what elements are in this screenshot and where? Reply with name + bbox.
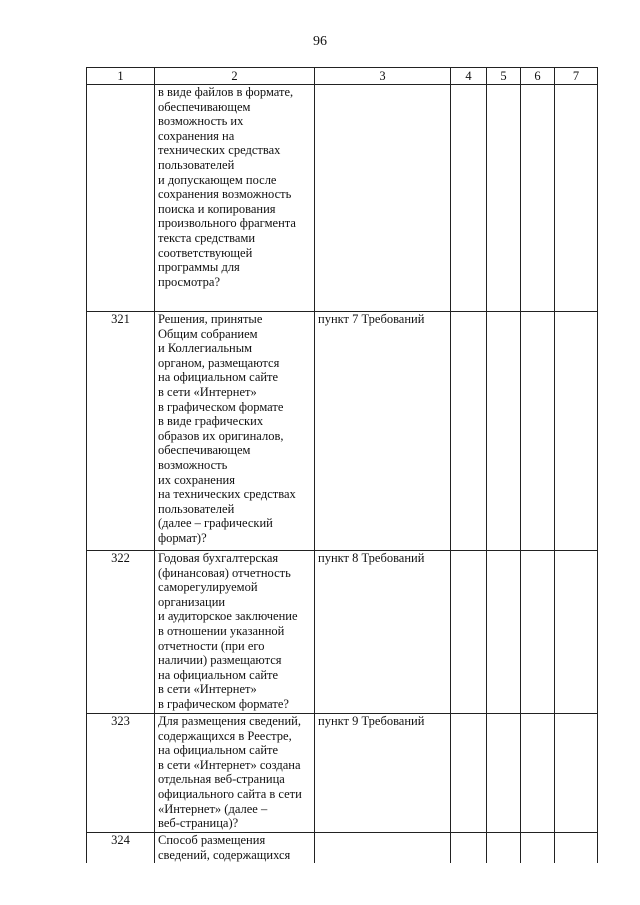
answer-cell-col-6 xyxy=(521,714,555,833)
answer-cell-col-6 xyxy=(521,85,555,312)
requirement-text-line: просмотра? xyxy=(158,274,221,289)
requirement-text xyxy=(155,714,315,833)
requirement-text-line: возможность xyxy=(158,457,228,472)
requirement-reference: пункт 9 Требований xyxy=(315,714,451,833)
requirement-text-line: и аудиторское заключение xyxy=(158,609,298,624)
answer-cell-col-7 xyxy=(555,551,598,714)
requirement-text-line: и Коллегиальным xyxy=(158,341,253,356)
requirement-text-line: программы для xyxy=(158,260,240,275)
requirement-text-line: в виде графических xyxy=(158,414,264,429)
requirement-text-line: произвольного фрагмента xyxy=(158,216,296,231)
requirement-text-line: технических средствах xyxy=(158,143,281,158)
requirements-table xyxy=(86,67,598,863)
requirement-text-line: образов их оригиналов, xyxy=(158,428,284,443)
answer-cell-col-4 xyxy=(451,312,487,551)
requirement-text-line: на технических средствах xyxy=(158,487,296,502)
requirement-text-line: Общим собранием xyxy=(158,326,258,341)
answer-cell-col-7 xyxy=(555,312,598,551)
requirement-text-line: содержащихся в Реестре, xyxy=(158,728,292,743)
requirement-text-line: «Интернет» (далее – xyxy=(158,801,268,816)
requirement-text xyxy=(155,312,315,551)
requirement-text-line: в графическом формате xyxy=(158,399,284,414)
answer-cell-col-5 xyxy=(487,312,521,551)
requirement-text-line: веб-страница)? xyxy=(158,816,239,831)
column-header-2: 2 xyxy=(155,68,315,85)
requirement-text-line: в отношении указанной xyxy=(158,623,285,638)
requirement-text-line: на официальном сайте xyxy=(158,667,279,682)
column-header-4: 4 xyxy=(451,68,487,85)
column-header-6: 6 xyxy=(521,68,555,85)
requirement-text xyxy=(155,833,315,864)
requirement-reference xyxy=(315,833,451,864)
row-number xyxy=(87,85,155,312)
answer-cell-col-5 xyxy=(487,833,521,864)
requirement-text-line: саморегулируемой xyxy=(158,580,258,595)
page-number: 96 xyxy=(313,34,327,49)
table-row xyxy=(87,833,598,864)
row-number: 322 xyxy=(87,551,155,714)
answer-cell-col-4 xyxy=(451,714,487,833)
answer-cell-col-5 xyxy=(487,85,521,312)
answer-cell-col-6 xyxy=(521,833,555,864)
answer-cell-col-6 xyxy=(521,551,555,714)
answer-cell-col-7 xyxy=(555,833,598,864)
requirement-reference: пункт 8 Требований xyxy=(315,551,451,714)
requirement-text-line: поиска и копирования xyxy=(158,201,276,216)
requirement-text-line: пользователей xyxy=(158,157,235,172)
requirement-text-line: в графическом формате? xyxy=(158,696,289,711)
table-row xyxy=(87,312,598,551)
row-number: 324 xyxy=(87,833,155,864)
answer-cell-col-4 xyxy=(451,551,487,714)
table-row xyxy=(87,85,598,312)
requirement-text-line: отдельная веб-страница xyxy=(158,772,285,787)
row-number: 323 xyxy=(87,714,155,833)
column-header-5: 5 xyxy=(487,68,521,85)
requirement-text-line: сохранения на xyxy=(158,128,235,143)
table-row xyxy=(87,714,598,833)
requirement-text-line: обеспечивающем xyxy=(158,99,251,114)
requirement-text-line: Решения, принятые xyxy=(158,312,263,326)
answer-cell-col-4 xyxy=(451,833,487,864)
requirement-text-line: на официальном сайте xyxy=(158,743,279,758)
answer-cell-col-5 xyxy=(487,551,521,714)
table-row xyxy=(87,551,598,714)
answer-cell-col-6 xyxy=(521,312,555,551)
answer-cell-col-7 xyxy=(555,85,598,312)
requirement-text-line: сведений, содержащихся xyxy=(158,847,291,862)
requirement-reference: пункт 7 Требований xyxy=(315,312,451,551)
requirement-text-line: сохранения возможность xyxy=(158,187,292,202)
row-number: 321 xyxy=(87,312,155,551)
requirement-reference xyxy=(315,85,451,312)
requirement-text-line: Для размещения сведений, xyxy=(158,714,301,728)
requirement-text-line: Способ размещения xyxy=(158,833,266,847)
requirement-text-line: в сети «Интернет» xyxy=(158,682,257,697)
requirement-text-line: официального сайта в сети xyxy=(158,786,302,801)
requirement-text-line: их сохранения xyxy=(158,472,235,487)
requirement-text-line: (далее – графический xyxy=(158,516,273,531)
column-header-1: 1 xyxy=(87,68,155,85)
requirement-text-line: обеспечивающем xyxy=(158,443,251,458)
requirement-text-line: организации xyxy=(158,594,226,609)
requirement-text-line: на официальном сайте xyxy=(158,370,279,385)
requirement-text-line: и допускающем после xyxy=(158,172,277,187)
requirement-text-line: текста средствами xyxy=(158,230,256,245)
column-header-7: 7 xyxy=(555,68,598,85)
requirement-text-line: наличии) размещаются xyxy=(158,653,282,668)
column-header-3: 3 xyxy=(315,68,451,85)
requirement-text-line: в виде файлов в формате, xyxy=(158,85,294,99)
requirement-text-line: пользователей xyxy=(158,501,235,516)
requirement-text-line: отчетности (при его xyxy=(158,638,265,653)
requirement-text-line: в сети «Интернет» создана xyxy=(158,757,301,772)
requirement-text-line: в сети «Интернет» xyxy=(158,384,257,399)
requirement-text-line: соответствующей xyxy=(158,245,253,260)
answer-cell-col-7 xyxy=(555,714,598,833)
requirement-text xyxy=(155,85,315,312)
requirement-text-line: органом, размещаются xyxy=(158,355,280,370)
answer-cell-col-4 xyxy=(451,85,487,312)
answer-cell-col-5 xyxy=(487,714,521,833)
requirement-text-line: формат)? xyxy=(158,530,207,545)
table-header-row xyxy=(87,68,598,85)
requirement-text-line: Годовая бухгалтерская xyxy=(158,551,279,565)
requirement-text xyxy=(155,551,315,714)
requirement-text-line: (финансовая) отчетность xyxy=(158,565,291,580)
requirement-text-line: возможность их xyxy=(158,114,244,129)
